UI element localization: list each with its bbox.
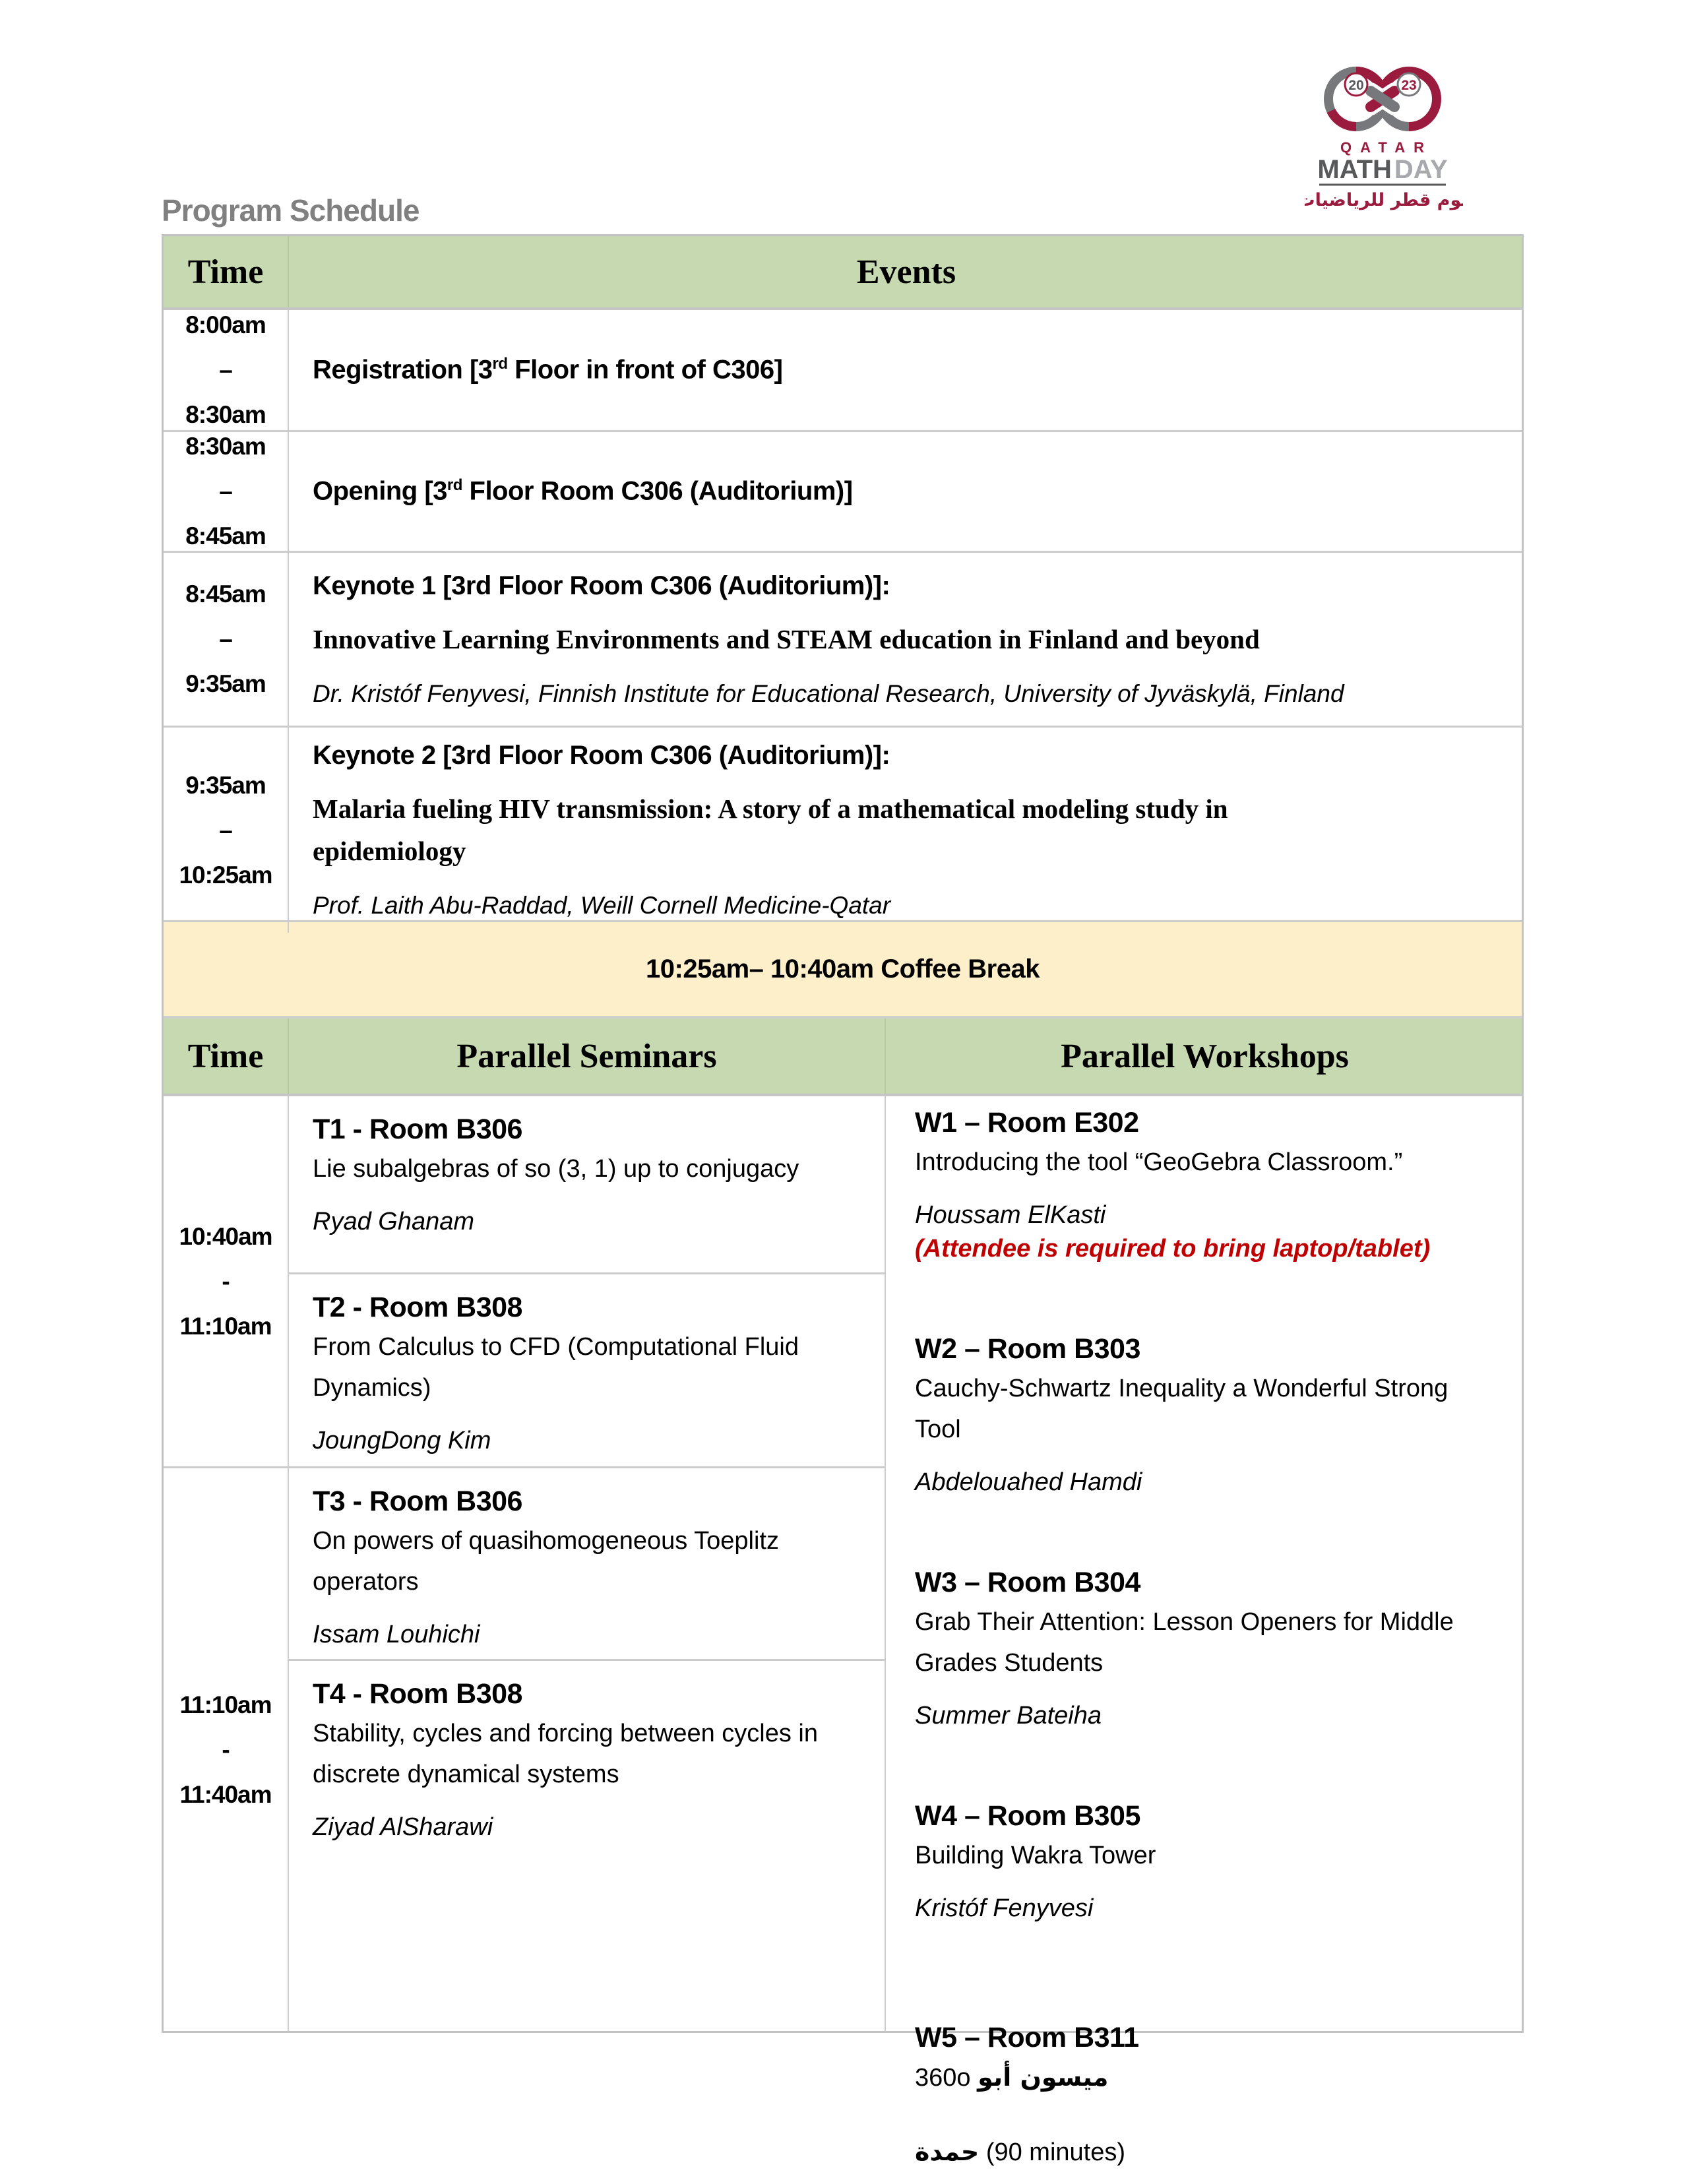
workshop-w4-speaker: Kristóf Fenyvesi: [915, 1894, 1094, 1922]
keynote1-speaker: Dr. Kristóf Fenyvesi, Finnish Institute for Educational Research, University of Jyväskylä, Finland: [313, 679, 1344, 707]
workshop-w2-topic: Cauchy-Schwartz Inequality a Wonderful Strong Tool: [915, 1375, 1448, 1443]
seminar-t3-cell: [289, 1468, 886, 1661]
row-opening: [164, 432, 1522, 553]
seminar-t3-title: T3 - Room B306: [313, 1485, 522, 1517]
keynote1-talk-title: Innovative Learning Environments and STEAM education in Finland and beyond: [313, 623, 1260, 654]
seminar-t3-speaker: Issam Louhichi: [313, 1621, 480, 1648]
workshop-w1-requirement-note: (Attendee is required to bring laptop/tablet): [915, 1235, 1431, 1263]
opening-event: [289, 432, 1524, 551]
workshop-w3-topic: Grab Their Attention: Lesson Openers for Middle Grades Students: [915, 1608, 1454, 1677]
qatar-math-day-logo: [1305, 58, 1463, 220]
keynote2-talk-title: Malaria fueling HIV transmission: A story of a mathematical modeling study in epidemiology: [313, 794, 1228, 866]
seminar-t2-speaker: JoungDong Kim: [313, 1427, 491, 1454]
logo-qatar-text: QATAR: [1340, 139, 1433, 156]
opening-time: 8:30am – 8:45am: [164, 432, 289, 551]
workshop-w1-block: [915, 1107, 1505, 1263]
workshop-w4-title: W4 – Room B305: [915, 1800, 1140, 1832]
workshop-w4-block: [915, 1800, 1505, 1923]
keynote1-event: [289, 553, 1524, 726]
seminar-t3-topic: On powers of quasihomogeneous Toeplitz operators: [313, 1527, 779, 1596]
workshop-w3-block: [915, 1567, 1505, 1730]
opening-title: Opening [3rd Floor Room C306 (Auditorium)]: [313, 476, 853, 506]
seminar-t1-topic: Lie subalgebras of so (3, 1) up to conjugacy: [313, 1155, 799, 1183]
workshop-w4-topic: Building Wakra Tower: [915, 1842, 1156, 1869]
workshop-w1-title: W1 – Room E302: [915, 1107, 1139, 1139]
seminar-t2-cell: [289, 1274, 886, 1468]
workshop-w5-topic: 360o ميسون أبو: [915, 2063, 1109, 2092]
table2-header-seminars: Parallel Seminars: [289, 1018, 886, 1094]
seminar-t4-cell: [289, 1661, 886, 2031]
table1-header-events: Events: [856, 253, 956, 291]
workshop-w5-speaker-duration: حمدة (90 minutes): [915, 2137, 1126, 2166]
keynote2-event: [289, 728, 1524, 933]
table2-header-row: [164, 1018, 1522, 1096]
slot2-time: 11:10am - 11:40am: [164, 1468, 289, 2031]
workshops-cell: [886, 1096, 1524, 2166]
seminar-t2-topic: From Calculus to CFD (Computational Fluid Dynamics): [313, 1333, 799, 1402]
keynote1-title: Keynote 1 [3rd Floor Room C306 (Auditorium)]:: [313, 571, 890, 600]
keynote1-time: 8:45am – 9:35am: [164, 553, 289, 726]
infinity-logo-icon: [1305, 58, 1463, 220]
coffee-break-row: 10:25am– 10:40am Coffee Break: [164, 922, 1522, 1018]
slot1-time: 10:40am - 11:10am: [164, 1096, 289, 1468]
seminar-t4-title: T4 - Room B308: [313, 1678, 522, 1710]
seminar-t1-cell: [289, 1096, 886, 1274]
table1-header-time: Time: [164, 236, 289, 307]
seminar-t1-speaker: Ryad Ghanam: [313, 1208, 475, 1235]
keynote2-title: Keynote 2 [3rd Floor Room C306 (Auditorium)]:: [313, 741, 890, 770]
logo-mathday-text: MATH DAY: [1317, 155, 1448, 184]
seminar-t1-title: T1 - Room B306: [313, 1113, 522, 1145]
workshop-w3-title: W3 – Room B304: [915, 1567, 1140, 1598]
table2-header-workshops: Parallel Workshops: [1061, 1037, 1349, 1075]
logo-arabic-text: يوم قطر للرياضيات: [1305, 190, 1463, 210]
keynote2-time: 9:35am – 10:25am: [164, 728, 289, 933]
parallel-sessions-grid: [164, 1096, 1522, 2166]
row-keynote1: [164, 553, 1522, 728]
workshop-w2-title: W2 – Room B303: [915, 1333, 1140, 1365]
keynote2-speaker: Prof. Laith Abu-Raddad, Weill Cornell Medicine-Qatar: [313, 892, 891, 919]
registration-title: Registration [3rd Floor in front of C306]: [313, 355, 783, 385]
program-schedule-table: [162, 234, 1524, 2166]
workshop-w2-speaker: Abdelouahed Hamdi: [915, 1468, 1142, 1496]
registration-time: 8:00am – 8:30am: [164, 310, 289, 430]
workshop-w1-topic: Introducing the tool “GeoGebra Classroom.”: [915, 1148, 1403, 1176]
registration-event: [289, 310, 1524, 430]
logo-year-right: 23: [1401, 78, 1417, 93]
workshop-w5-title: W5 – Room B311: [915, 2022, 1139, 2053]
seminar-t4-topic: Stability, cycles and forcing between cycles in discrete dynamical systems: [313, 1720, 818, 1788]
row-registration: [164, 310, 1522, 432]
page-title: Program Schedule: [162, 193, 420, 228]
logo-year-left: 20: [1348, 78, 1364, 93]
workshop-w1-speaker: Houssam ElKasti: [915, 1201, 1106, 1229]
seminar-t4-speaker: Ziyad AlSharawi: [313, 1813, 493, 1841]
table1-header-row: [164, 236, 1522, 310]
row-keynote2: [164, 728, 1522, 922]
workshop-w3-speaker: Summer Bateiha: [915, 1702, 1102, 1730]
workshop-w5-block: [915, 2022, 1505, 2173]
seminar-t2-title: T2 - Room B308: [313, 1292, 522, 1323]
workshop-w2-block: [915, 1333, 1505, 1497]
table2-header-time: Time: [164, 1018, 289, 1094]
